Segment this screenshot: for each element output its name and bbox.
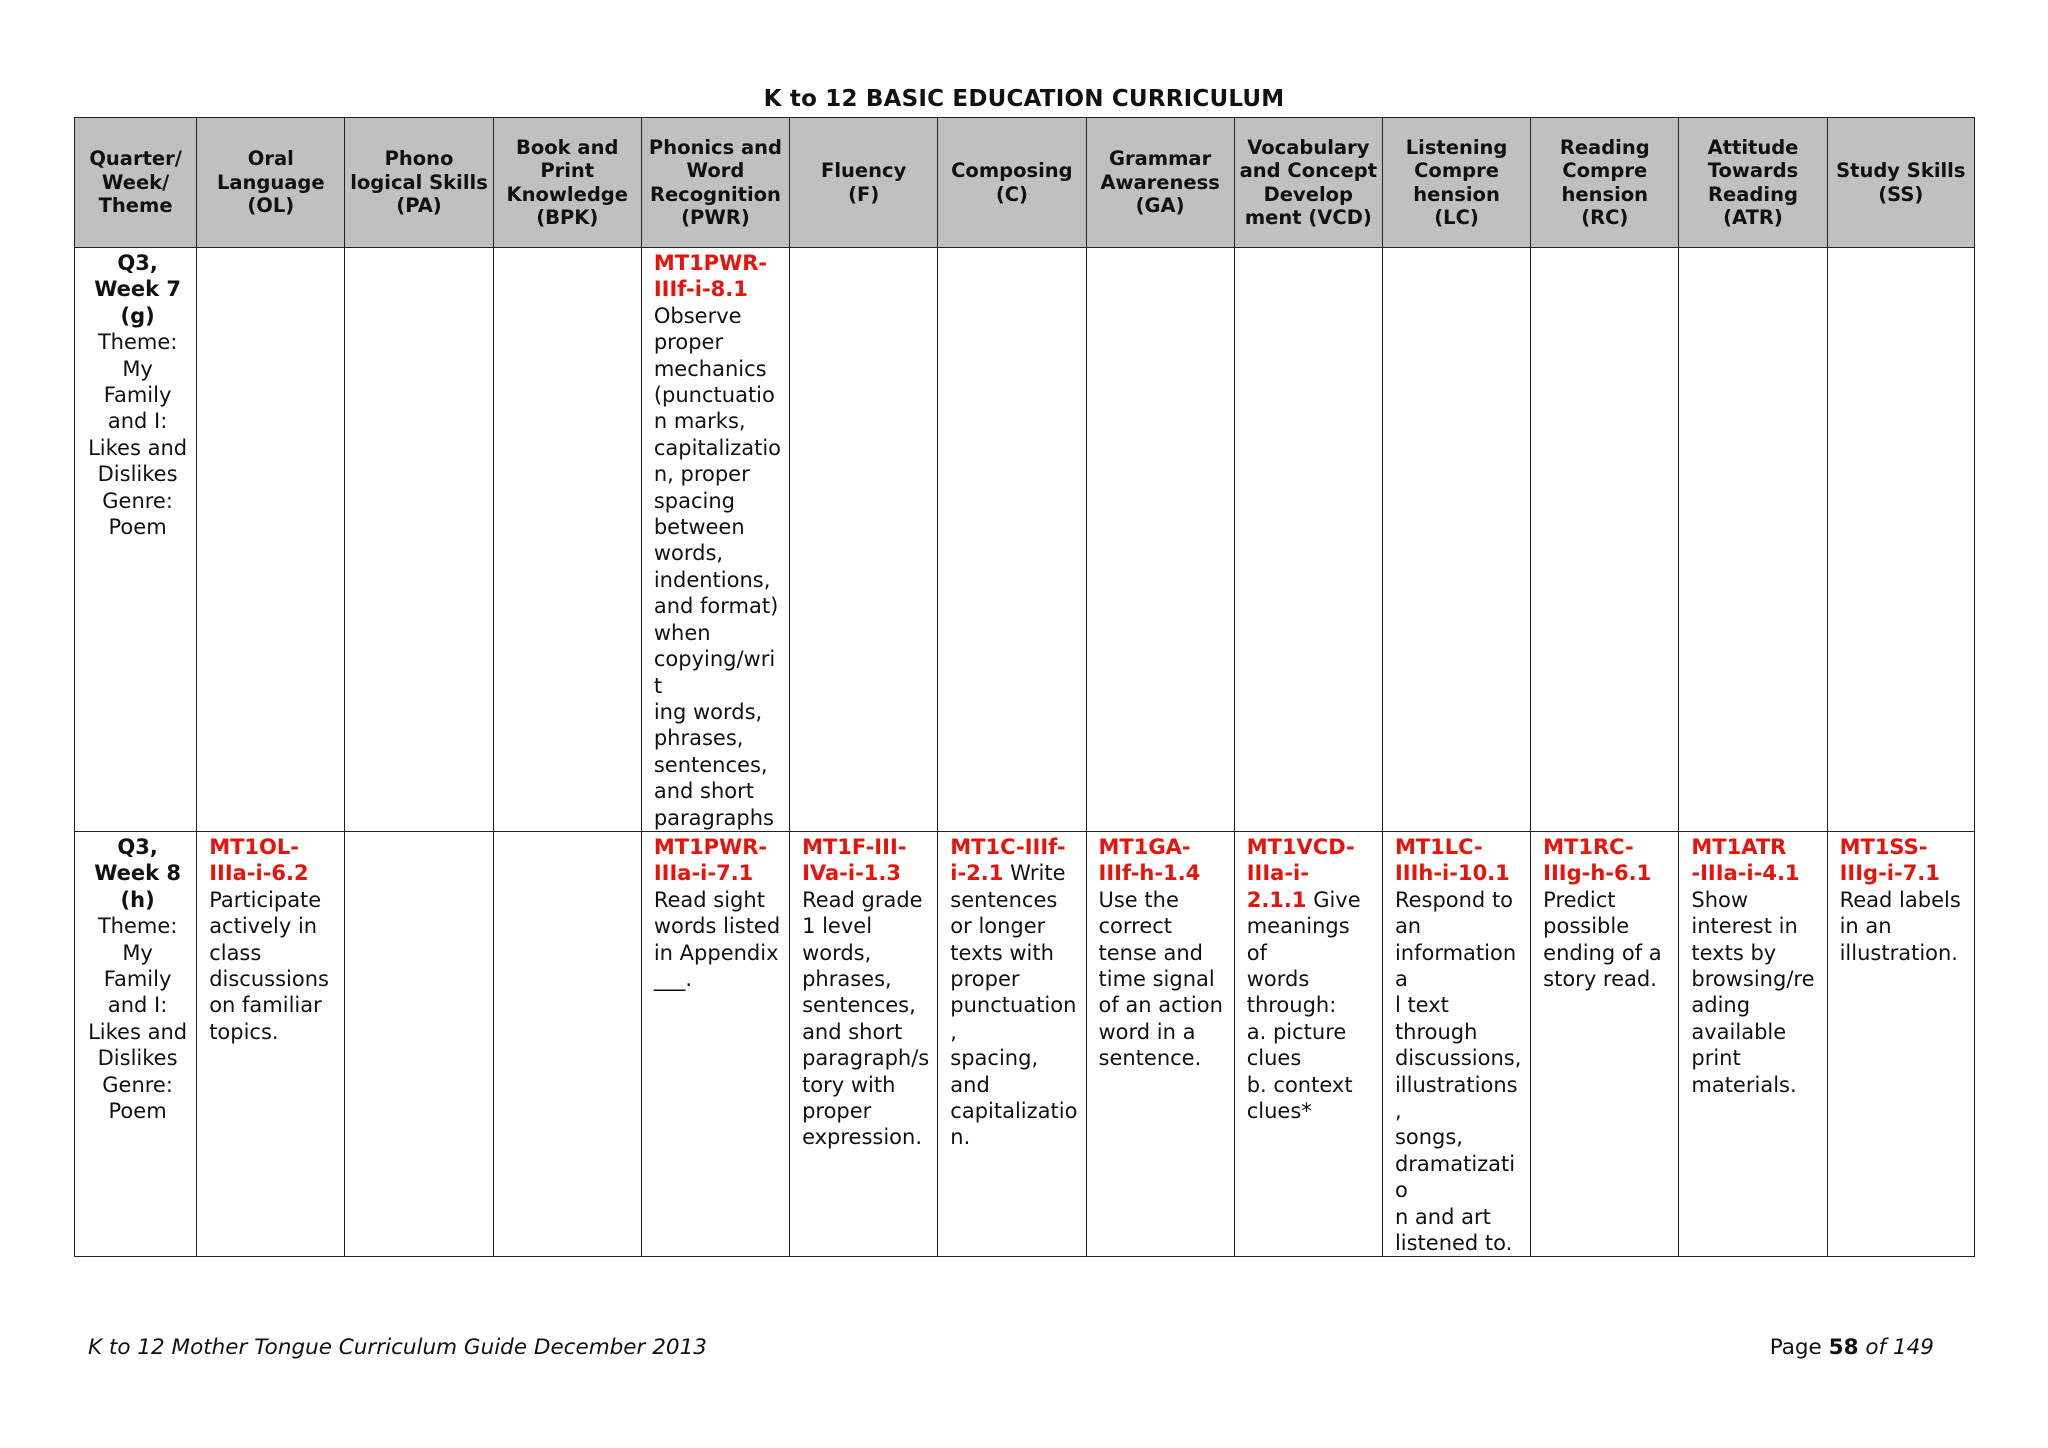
footer-page-total: of 149	[1865, 1335, 1934, 1360]
column-header: Fluency (F)	[790, 118, 938, 248]
competency-cell	[345, 248, 493, 832]
competency-code: MT1VCD- IIIa-i- 2.1.1	[1246, 834, 1355, 912]
competency-code: MT1F-III- IVa-i-1.3	[802, 834, 907, 886]
competency-cell	[938, 831, 1086, 1257]
column-header: Quarter/ Week/ Theme	[75, 118, 197, 248]
quarter-week-theme-cell	[75, 248, 197, 832]
column-header: Book and Print Knowledge (BPK)	[493, 118, 641, 248]
competency-text: Participate actively in class discussions on familiar topics.	[209, 887, 329, 1044]
competency-cell	[493, 248, 641, 832]
quarter-week-theme-cell	[75, 831, 197, 1257]
competency-text: Respond to an informationa l text through discussions, illustrations, songs, dramatizatio n and art listened to.	[1394, 887, 1522, 1256]
page-title: K to 12 BASIC EDUCATION CURRICULUM	[763, 86, 1285, 112]
competency-text: Read labels in an illustration.	[1839, 887, 1961, 965]
competency-code: MT1PWR- IIIa-i-7.1	[653, 834, 768, 886]
competency-cell	[1827, 831, 1974, 1257]
column-header: Phono logical Skills (PA)	[345, 118, 493, 248]
column-header: Attitude Towards Reading (ATR)	[1679, 118, 1827, 248]
quarter-week-label: Q3, Week 8 (h)	[94, 834, 181, 912]
column-header: Oral Language (OL)	[197, 118, 345, 248]
competency-text: Give meanings of words through: a. picture clues b. context clues*	[1246, 887, 1361, 1123]
competency-cell	[790, 831, 938, 1257]
competency-text: Read grade 1 level words, phrases, sentences, and short paragraph/s tory with proper expression.	[802, 887, 930, 1150]
theme-genre-text: Theme: My Family and I: Likes and Dislikes Genre: Poem	[88, 330, 188, 540]
header-row	[75, 118, 1975, 248]
competency-cell	[493, 831, 641, 1257]
competency-code: MT1PWR- IIIf-i-8.1	[653, 251, 768, 302]
competency-cell	[641, 248, 789, 832]
competency-cell	[345, 831, 493, 1257]
footer-guide-title: K to 12 Mother Tongue Curriculum Guide December 2013	[88, 1335, 707, 1360]
competency-code: MT1OL- IIIa-i-6.2	[209, 834, 309, 886]
competency-text: Read sight words listed in Appendix ___.	[653, 887, 781, 991]
curriculum-table	[74, 117, 1975, 1257]
competency-cell	[1086, 831, 1234, 1257]
competency-text: Show interest in texts by browsing/re ading available print materials.	[1691, 887, 1815, 1097]
column-header: Phonics and Word Recognition (PWR)	[641, 118, 789, 248]
competency-cell	[938, 248, 1086, 832]
footer-page-label: Page	[1769, 1335, 1822, 1360]
quarter-week-label: Q3, Week 7 (g)	[94, 251, 181, 328]
footer-page-number: 58	[1828, 1335, 1859, 1360]
competency-text: Predict possible ending of a story read.	[1543, 887, 1662, 991]
competency-text: Use the correct tense and time signal of an action word in a sentence.	[1098, 887, 1223, 1071]
competency-cell	[197, 831, 345, 1257]
competency-cell	[1531, 248, 1679, 832]
footer-page-info	[1770, 1335, 1934, 1360]
table-row	[75, 831, 1975, 1257]
competency-cell	[1234, 831, 1382, 1257]
table-row	[75, 248, 1975, 832]
column-header: Study Skills (SS)	[1827, 118, 1974, 248]
theme-genre-text: Theme: My Family and I: Likes and Dislikes Genre: Poem	[88, 914, 188, 1123]
competency-cell	[197, 248, 345, 832]
column-header: Reading Compre hension (RC)	[1531, 118, 1679, 248]
competency-cell	[1827, 248, 1974, 832]
column-header: Listening Compre hension (LC)	[1382, 118, 1530, 248]
competency-cell	[1234, 248, 1382, 832]
competency-code: MT1C-IIIf- i-2.1	[950, 834, 1066, 886]
column-header: Grammar Awareness (GA)	[1086, 118, 1234, 248]
competency-cell	[1086, 248, 1234, 832]
competency-code: MT1RC- IIIg-h-6.1	[1543, 834, 1652, 886]
competency-cell	[1679, 248, 1827, 832]
competency-code: MT1SS- IIIg-i-7.1	[1839, 834, 1940, 886]
competency-cell	[1531, 831, 1679, 1257]
competency-cell	[790, 248, 938, 832]
competency-code: MT1ATR -IIIa-i-4.1	[1691, 834, 1800, 886]
competency-code: MT1LC- IIIh-i-10.1	[1394, 834, 1510, 886]
competency-cell	[641, 831, 789, 1257]
competency-text: Write sentences or longer texts with proper punctuation, spacing, and capitalizatio n.	[950, 861, 1078, 1150]
competency-text: Observe proper mechanics (punctuatio n marks, capitalizatio n, proper spacing between words, indentions, and format) when copying/writ ing words, phrases, sentences, and short paragraphs	[653, 303, 782, 830]
competency-cell	[1382, 831, 1530, 1257]
competency-cell	[1679, 831, 1827, 1257]
competency-code: MT1GA- IIIf-h-1.4	[1098, 834, 1201, 886]
column-header: Composing (C)	[938, 118, 1086, 248]
column-header: Vocabulary and Concept Develop ment (VCD)	[1234, 118, 1382, 248]
competency-cell	[1382, 248, 1530, 832]
